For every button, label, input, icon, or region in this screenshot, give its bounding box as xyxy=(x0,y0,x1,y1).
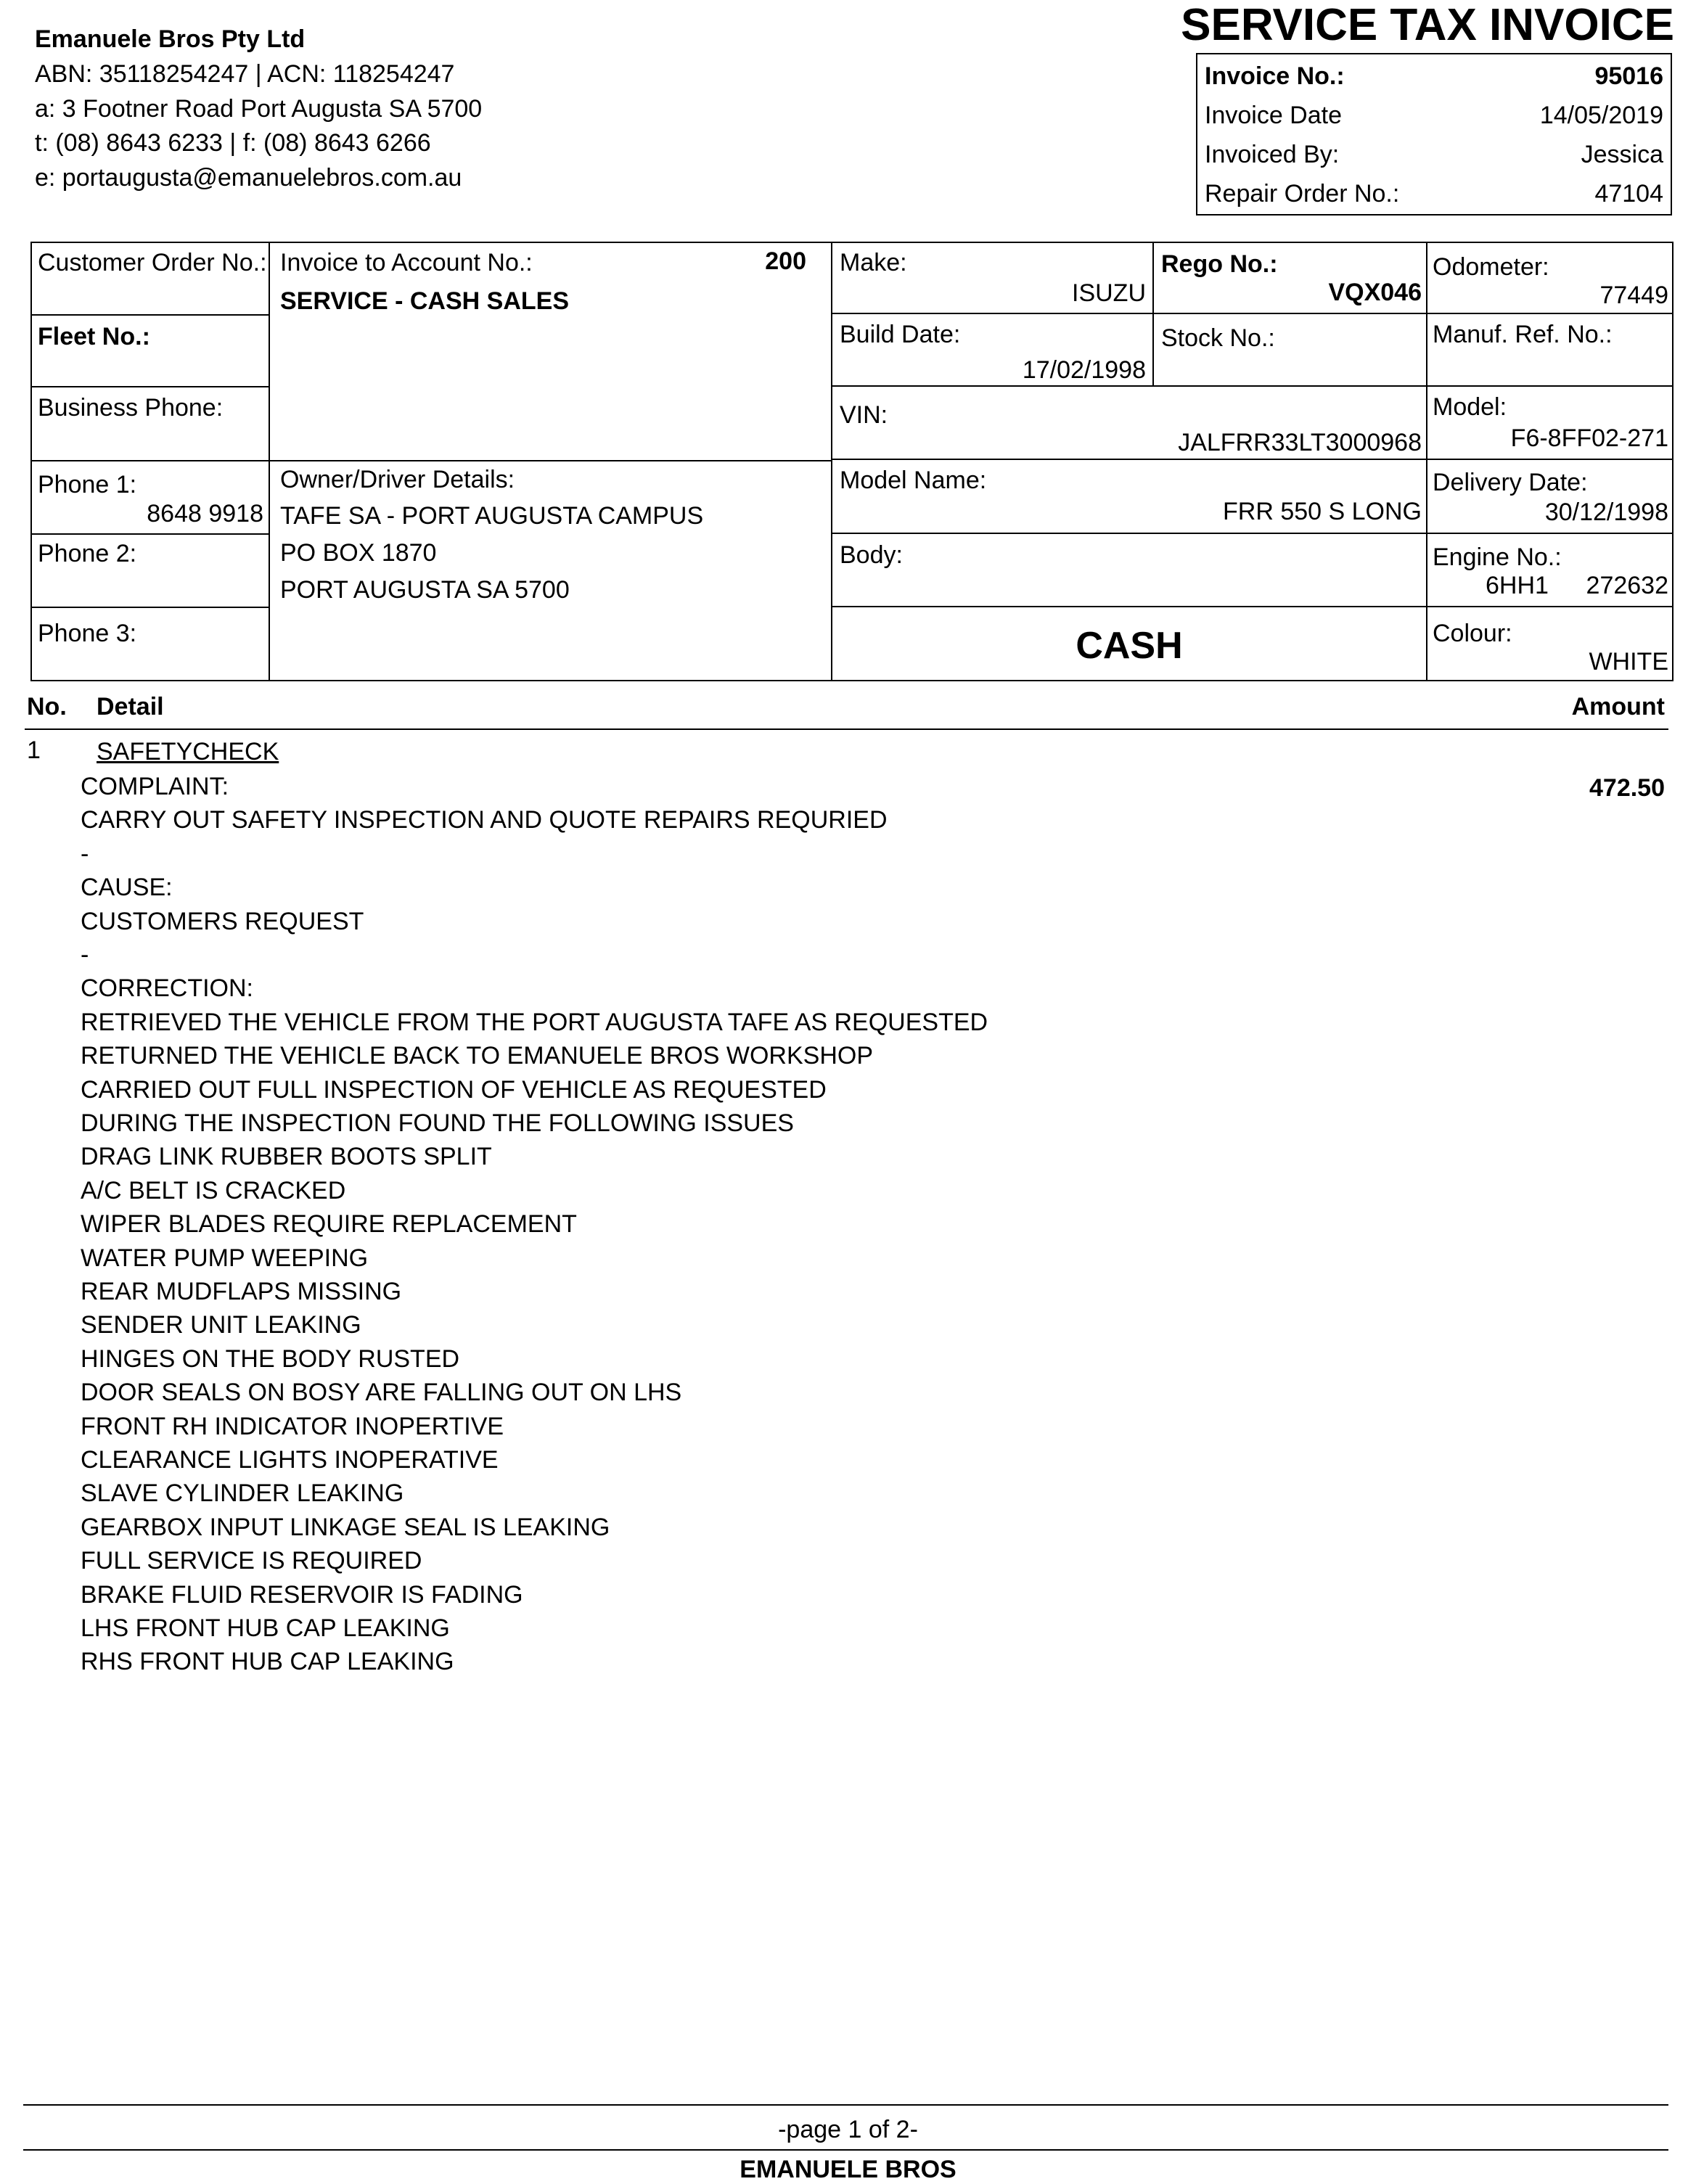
grid-line xyxy=(30,607,270,608)
detail-line: FULL SERVICE IS REQUIRED xyxy=(81,1547,422,1575)
detail-line: CLEARANCE LIGHTS INOPERATIVE xyxy=(81,1446,499,1474)
grid-line xyxy=(30,314,270,316)
invoice-date-label: Invoice Date xyxy=(1205,102,1342,129)
rego-label: Rego No.: xyxy=(1161,250,1278,278)
detail-line: DOOR SEALS ON BOSY ARE FALLING OUT ON LHS xyxy=(81,1379,682,1407)
invoice-no-label: Invoice No.: xyxy=(1205,62,1345,90)
company-name: Emanuele Bros Pty Ltd xyxy=(35,25,306,53)
detail-line: SLAVE CYLINDER LEAKING xyxy=(81,1479,404,1508)
model-name-label: Model Name: xyxy=(840,467,987,494)
detail-line: A/C BELT IS CRACKED xyxy=(81,1176,346,1204)
col-amount-header: Amount xyxy=(1571,693,1665,721)
detail-line: RETURNED THE VEHICLE BACK TO EMANUELE BROS WORKSHOP xyxy=(81,1042,874,1070)
vin-label: VIN: xyxy=(840,401,888,429)
colour: WHITE xyxy=(1589,648,1668,676)
build-date: 17/02/1998 xyxy=(1022,356,1146,384)
detail-line: FRONT RH INDICATOR INOPERTIVE xyxy=(81,1412,504,1440)
detail-line: REAR MUDFLAPS MISSING xyxy=(81,1278,402,1305)
grid-line xyxy=(269,242,270,681)
detail-line: CORRECTION: xyxy=(81,974,253,1003)
detail-line: CARRY OUT SAFETY INSPECTION AND QUOTE REPAIRS REQURIED xyxy=(81,806,888,834)
account-name: SERVICE - CASH SALES xyxy=(280,287,570,315)
detail-line: - xyxy=(81,941,89,969)
detail-line: LHS FRONT HUB CAP LEAKING xyxy=(81,1614,450,1642)
make-label: Make: xyxy=(840,249,907,276)
item-no: 1 xyxy=(27,736,41,764)
odometer: 77449 xyxy=(1599,282,1668,309)
grid-line xyxy=(1426,242,1427,681)
detail-line: SENDER UNIT LEAKING xyxy=(81,1311,361,1339)
grid-line xyxy=(831,242,832,681)
detail-line: CARRIED OUT FULL INSPECTION OF VEHICLE AS REQUESTED xyxy=(81,1075,827,1104)
detail-line: WATER PUMP WEEPING xyxy=(81,1244,369,1272)
engine-type: 6HH1 xyxy=(1486,572,1549,599)
delivery-date-label: Delivery Date: xyxy=(1433,469,1588,496)
engine-no-label: Engine No.: xyxy=(1433,543,1562,571)
grid-line xyxy=(831,606,1674,607)
body-label: Body: xyxy=(840,541,903,569)
company-abn: ABN: 35118254247 | ACN: 118254247 xyxy=(35,60,455,88)
detail-line: DRAG LINK RUBBER BOOTS SPLIT xyxy=(81,1143,492,1171)
grid-line xyxy=(831,459,1674,460)
detail-line: COMPLAINT: xyxy=(81,773,229,800)
detail-line: HINGES ON THE BODY RUSTED xyxy=(81,1345,460,1373)
invoice-no: 95016 xyxy=(1594,62,1663,90)
detail-line: WIPER BLADES REQUIRE REPLACEMENT xyxy=(81,1210,577,1239)
manuf-ref-label: Manuf. Ref. No.: xyxy=(1433,321,1613,348)
footer-rule xyxy=(23,2149,1668,2151)
stock-no-label: Stock No.: xyxy=(1161,324,1275,352)
model-name: FRR 550 S LONG xyxy=(1223,498,1422,525)
account-no: 200 xyxy=(765,247,806,275)
owner-line: PO BOX 1870 xyxy=(280,539,437,567)
detail-line: - xyxy=(81,839,89,868)
invoice-date: 14/05/2019 xyxy=(1539,102,1663,129)
vin: JALFRR33LT3000968 xyxy=(1178,429,1422,456)
owner-label: Owner/Driver Details: xyxy=(280,466,515,493)
grid-line xyxy=(831,533,1674,534)
payment-method: CASH xyxy=(1076,625,1183,667)
phone2-label: Phone 2: xyxy=(38,540,137,567)
company-phone: t: (08) 8643 6233 | f: (08) 8643 6266 xyxy=(35,129,431,157)
table-header-rule xyxy=(25,728,1668,730)
engine-no: 272632 xyxy=(1586,572,1668,599)
grid-line xyxy=(30,460,831,461)
invoice-info-box xyxy=(1196,53,1672,215)
phone1-label: Phone 1: xyxy=(38,471,137,498)
model: F6-8FF02-271 xyxy=(1510,424,1668,452)
build-date-label: Build Date: xyxy=(840,321,961,348)
detail-line: CUSTOMERS REQUEST xyxy=(81,907,364,935)
invoiced-by-label: Invoiced By: xyxy=(1205,141,1340,168)
phone3-label: Phone 3: xyxy=(38,620,137,647)
page-number: -page 1 of 2- xyxy=(778,2116,918,2143)
grid-line xyxy=(1672,242,1674,681)
grid-line xyxy=(30,533,270,535)
customer-order-label: Customer Order No.: xyxy=(38,249,267,276)
grid-line xyxy=(831,385,1674,387)
detail-line: CAUSE: xyxy=(81,874,173,902)
owner-line: TAFE SA - PORT AUGUSTA CAMPUS xyxy=(280,502,704,530)
account-label: Invoice to Account No.: xyxy=(280,249,533,276)
company-address: a: 3 Footner Road Port Augusta SA 5700 xyxy=(35,95,483,123)
item-amount: 472.50 xyxy=(1589,774,1665,802)
grid-line xyxy=(831,313,1674,314)
item-name: SAFETYCHECK xyxy=(97,738,279,765)
footer-rule xyxy=(23,2104,1668,2106)
detail-line: DURING THE INSPECTION FOUND THE FOLLOWING ISSUES xyxy=(81,1109,794,1137)
company-email: e: portaugusta@emanuelebros.com.au xyxy=(35,164,462,192)
repair-order-no: 47104 xyxy=(1594,180,1663,208)
grid-line xyxy=(30,242,32,681)
phone1: 8648 9918 xyxy=(147,500,263,527)
make: ISUZU xyxy=(1072,279,1146,307)
detail-line: BRAKE FLUID RESERVOIR IS FADING xyxy=(81,1580,523,1609)
detail-line: RHS FRONT HUB CAP LEAKING xyxy=(81,1648,454,1676)
fleet-no-label: Fleet No.: xyxy=(38,323,150,350)
colour-label: Colour: xyxy=(1433,620,1512,647)
repair-order-label: Repair Order No.: xyxy=(1205,180,1400,208)
business-phone-label: Business Phone: xyxy=(38,394,224,422)
detail-line: GEARBOX INPUT LINKAGE SEAL IS LEAKING xyxy=(81,1513,610,1541)
invoiced-by: Jessica xyxy=(1581,141,1663,168)
rego-no: VQX046 xyxy=(1328,279,1422,306)
document-title: SERVICE TAX INVOICE xyxy=(1181,0,1674,50)
odometer-label: Odometer: xyxy=(1433,253,1549,281)
footer-company: EMANUELE BROS xyxy=(740,2156,956,2183)
model-label: Model: xyxy=(1433,393,1507,421)
col-detail-header: Detail xyxy=(97,693,164,721)
detail-line: RETRIEVED THE VEHICLE FROM THE PORT AUGUSTA TAFE AS REQUESTED xyxy=(81,1008,988,1036)
delivery-date: 30/12/1998 xyxy=(1544,498,1668,526)
grid-line xyxy=(30,386,270,387)
owner-line: PORT AUGUSTA SA 5700 xyxy=(280,576,570,604)
col-no-header: No. xyxy=(27,693,67,721)
